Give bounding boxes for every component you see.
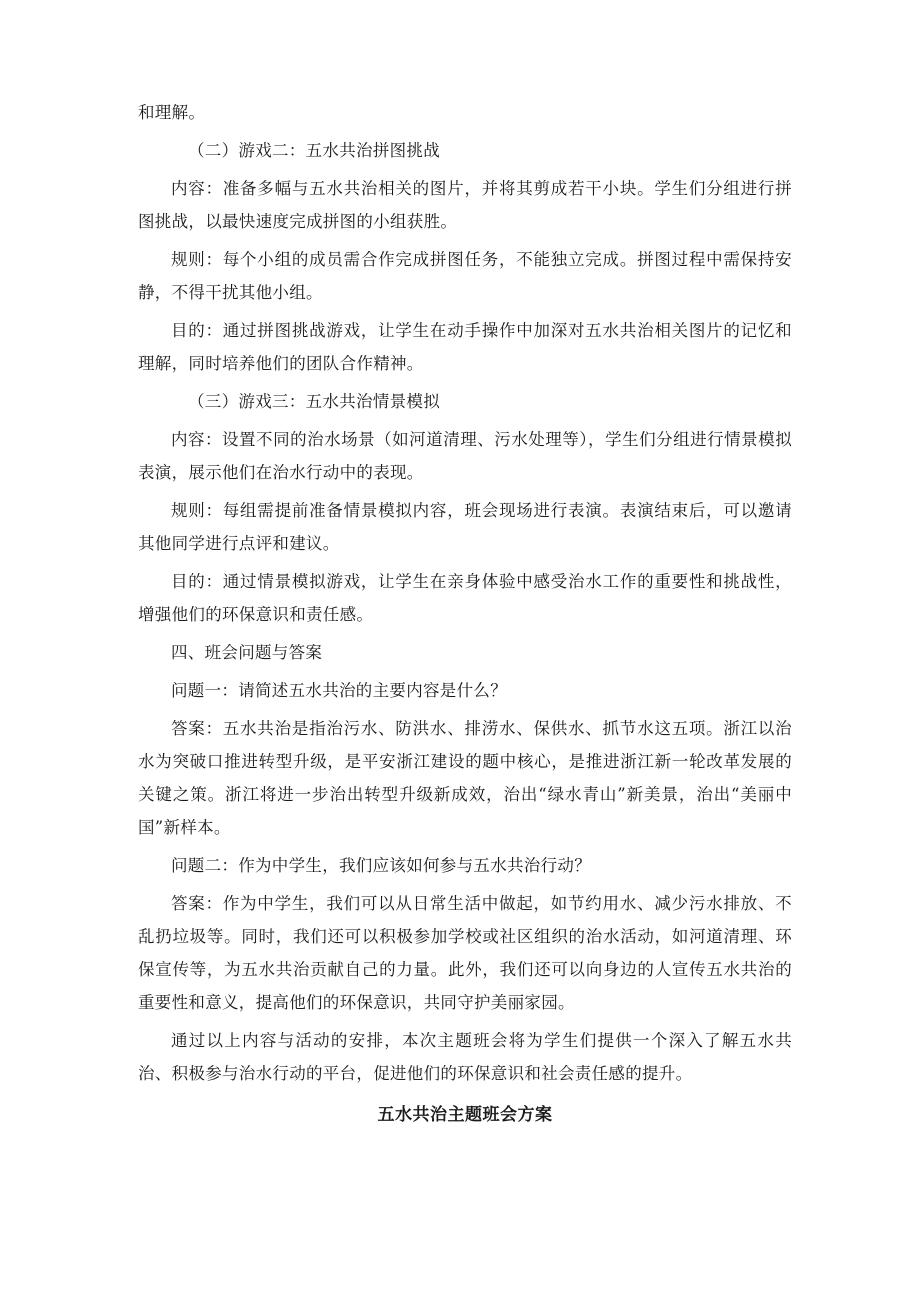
paragraph-conclusion: 通过以上内容与活动的安排，本次主题班会将为学生们提供一个深入了解五水共治、积极参与治水行动的平台，促进他们的环保意识和社会责任感的提升。 <box>138 1031 792 1083</box>
paragraph-purpose: 目的：通过情景模拟游戏，让学生在亲身体验中感受治水工作的重要性和挑战性，增强他们的环保意识和责任感。 <box>138 572 792 624</box>
paragraph-rules: 规则：每组需提前准备情景模拟内容，班会现场进行表演。表演结束后，可以邀请其他同学进行点评和建议。 <box>138 501 792 553</box>
paragraph-continuation: 和理解。 <box>138 103 206 122</box>
document-page <box>138 96 792 1125</box>
paragraph-content: 内容：准备多幅与五水共治相关的图片，并将其剪成若干小块。学生们分组进行拼图挑战，以最快速度完成拼图的小组获胜。 <box>138 179 792 231</box>
section-heading-game-three: （三）游戏三：五水共治情景模拟 <box>188 392 440 411</box>
section-heading-game-two: （二）游戏二：五水共治拼图挑战 <box>188 141 440 160</box>
question-one: 问题一：请简述五水共治的主要内容是什么？ <box>171 681 507 700</box>
section-heading-questions: 四、班会问题与答案 <box>171 643 323 662</box>
paragraph-rules: 规则：每个小组的成员需合作完成拼图任务，不能独立完成。拼图过程中需保持安静，不得干扰其他小组。 <box>138 250 792 302</box>
paragraph-content: 内容：设置不同的治水场景（如河道清理、污水处理等），学生们分组进行情景模拟表演，展示他们在治水行动中的表现。 <box>138 430 792 482</box>
answer-two: 答案：作为中学生，我们可以从日常生活中做起，如节约用水、减少污水排放、不乱扔垃圾等。同时，我们还可以积极参加学校或社区组织的治水活动，如河道清理、环保宣传等，为五水共治贡献自己的力量。此外，我们还可以向身边的人宣传五水共治的重要性和意义，提高他们的环保意识，共同守护美丽家园。 <box>138 894 792 1012</box>
paragraph-purpose: 目的：通过拼图挑战游戏，让学生在动手操作中加深对五水共治相关图片的记忆和理解，同时培养他们的团队合作精神。 <box>138 321 792 373</box>
document-title: 五水共治主题班会方案 <box>377 1105 553 1125</box>
answer-one: 答案：五水共治是指治污水、防洪水、排涝水、保供水、抓节水这五项。浙江以治水为突破口推进转型升级，是平安浙江建设的题中核心，是推进浙江新一轮改革发展的关键之策。浙江将进一步治出转型升级新成效，治出“绿水青山”新美景，治出“美丽中国”新样本。 <box>138 719 792 837</box>
question-two: 问题二：作为中学生，我们应该如何参与五水共治行动？ <box>171 856 591 875</box>
